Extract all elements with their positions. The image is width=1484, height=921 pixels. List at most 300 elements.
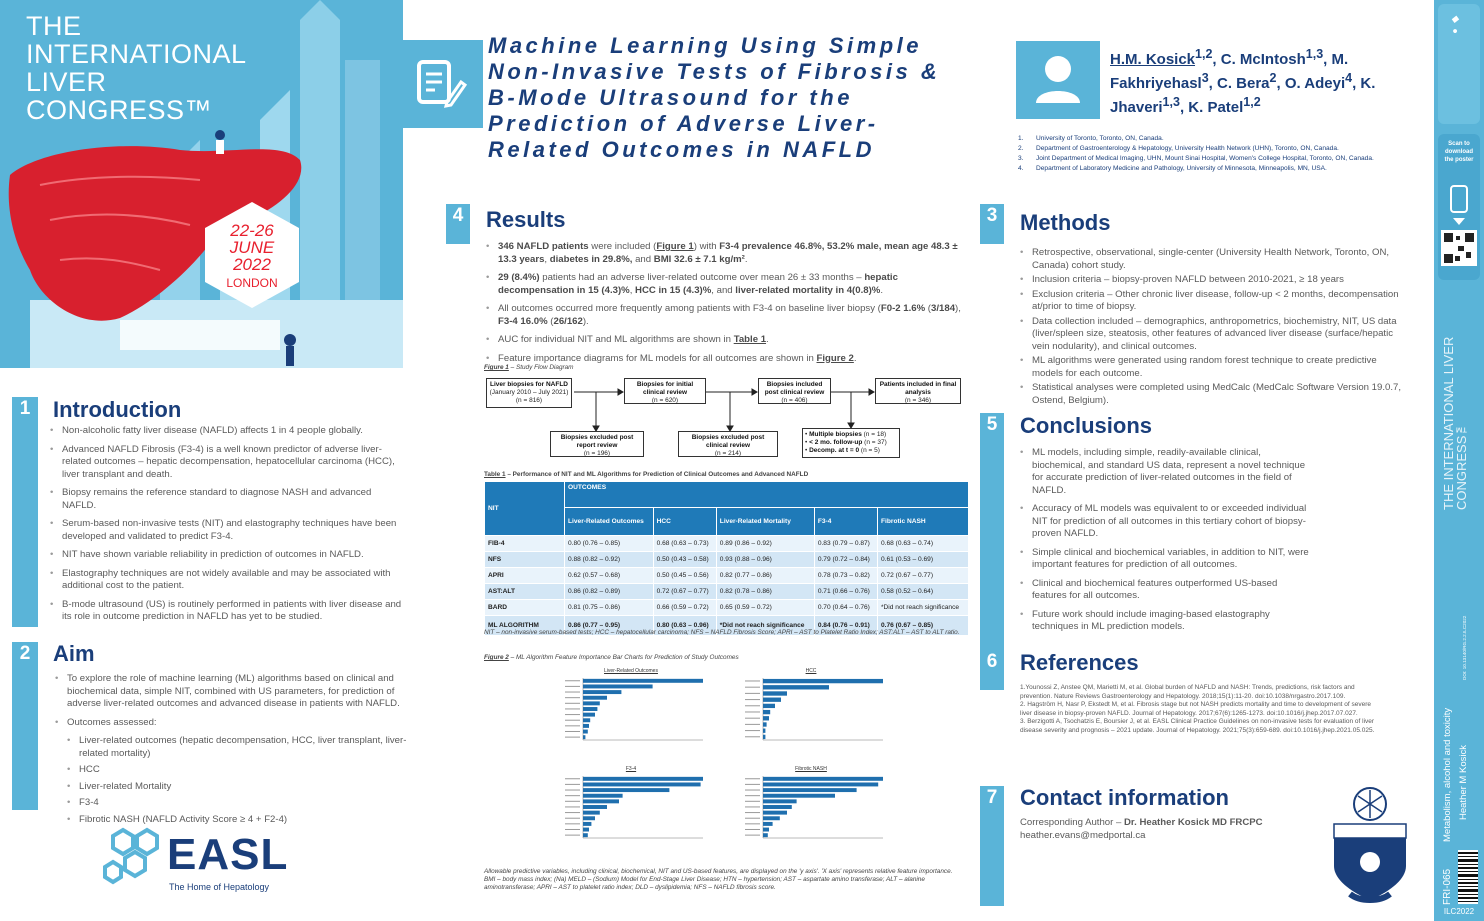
author-name: H.M. Kosick [1110, 51, 1196, 68]
flow-box-included-post-review [758, 378, 831, 404]
figure-2-footnote: Allowable predictive variables, including clinical, biochemical, NIT and US-based features, are displayed on the 'y axis'. 'X axis' represents relative feature importance. BMI – body mass index; (Na) MELD – (Sodium) Model for End-Stage Liver Disease; HTN – hypertension; AST – aspartate amino transferase; ALT – alanine aminotransferase; APRI – AST to platelet ratio index; DLD – dyslipidemia; NFS – NAFLD fibrosis score. [484, 868, 953, 891]
chart-tick-label [745, 705, 760, 706]
table-row-header: ML ALGORITHM [485, 616, 565, 636]
introduction-list [50, 425, 402, 630]
chart-bar [763, 679, 883, 683]
flow-box-count: (n = 37) [862, 439, 887, 446]
chart-tick-label [565, 818, 580, 819]
poster-brand-tile [1438, 4, 1480, 124]
contact-email[interactable]: heather.evans@medportal.ca [1020, 830, 1146, 841]
author-name: Fakhriyehasl [1110, 75, 1202, 92]
chart-tick-label [745, 724, 760, 725]
table-column-header: F3-4 [814, 508, 877, 536]
flow-box-count: (n = 346) [904, 397, 932, 404]
contact-info [1020, 816, 1320, 842]
chart-bar [583, 782, 701, 786]
date-days: 22-26 [230, 221, 274, 240]
poster-brand-icon: ● ◆ [1450, 14, 1460, 37]
chart-bar [763, 777, 883, 781]
chart-tick-label [565, 790, 580, 791]
table-cell: 0.80 (0.63 – 0.96) [653, 616, 716, 636]
chart-plot [555, 772, 707, 852]
affiliation-item [1018, 154, 1418, 164]
flow-box-count: (n = 406) [781, 397, 808, 404]
aim-side-bar [12, 666, 38, 810]
result-text: and [632, 253, 654, 265]
chart-tick-label [745, 823, 760, 824]
list-item: • Liver-related outcomes (hepatic decompensation, HCC, liver transplant, liver-related mortality) [67, 735, 420, 760]
date-month: JUNE [229, 238, 275, 257]
study-flow-diagram [484, 376, 974, 460]
chart-tick-label [565, 731, 580, 732]
result-text: AUC for individual NIT and ML algorithms are shown in [498, 334, 734, 345]
chart-bar [583, 724, 589, 728]
list-item: • Future work should include imaging-based elastography techniques in ML prediction models. [1020, 609, 1310, 634]
flow-box-exclusions: • Multiple biopsies (n = 18) • < 2 mo. follow-up (n = 37) • Decomp. at t = 0 (n = 5) [802, 428, 900, 458]
chart-bar [583, 718, 590, 722]
contact-title: Contact information [1020, 785, 1229, 810]
result-text: BMI 32.6 ± 7.1 kg/m² [653, 253, 745, 265]
easl-tagline: The Home of Hepatology [169, 882, 270, 892]
list-item: • ML algorithms were generated using random forest technique to create predictive models for each outcome. [1020, 355, 1410, 380]
table-1-footnote: NIT – non-invasive serum-based tests; HCC – hepatocellular carcinoma; NFS – NAFLD Fibrosis Score; APRI – AST to Platelet Ratio Index; AST:ALT – AST to ALT ratio. [484, 629, 960, 636]
references-title: References [1020, 650, 1139, 675]
list-item: • Accuracy of ML models was equivalent to or exceeded individual NIT for prediction of all outcomes in this tertiary cohort of biopsy-proven NAFLD. [1020, 503, 1310, 541]
author-name: , K. [1352, 75, 1376, 92]
flow-box-title: Biopsies included post clinical review [764, 381, 825, 396]
poster-title [488, 33, 993, 163]
result-text: 346 NAFLD patients [498, 241, 589, 252]
chart-bar [583, 701, 600, 705]
author-affil: 1,2 [1243, 95, 1261, 109]
result-text: hepatic decompensation in 15 (4.3)% [498, 272, 898, 296]
table-cell: 0.65 (0.59 – 0.72) [716, 600, 814, 616]
flow-box-title: Biopsies excluded post report review [560, 434, 634, 449]
table-cell: 0.61 (0.53 – 0.69) [877, 552, 968, 568]
result-text: 26/162 [553, 315, 583, 327]
conclusions-list [1020, 447, 1310, 640]
table-row-header: FIB-4 [485, 536, 565, 552]
table-cell: 0.89 (0.86 – 0.92) [716, 536, 814, 552]
chart-bar [583, 799, 619, 803]
list-item: • Clinical and biochemical features outperformed US-based features for all outcomes. [1020, 578, 1310, 603]
chart-tick-label [565, 697, 580, 698]
aim-list [55, 673, 420, 830]
chart-bar [583, 816, 595, 820]
references-list [1020, 684, 1380, 736]
chart-tick-label [745, 795, 760, 796]
poster-title-line: Non-Invasive Tests of Fibrosis & [488, 59, 941, 84]
author-name: , M. [1323, 51, 1349, 68]
flow-box-title: Biopsies for initial clinical review [636, 381, 694, 396]
chart-tick-label [565, 806, 580, 807]
chart-tick-label [565, 714, 580, 715]
result-text: , [629, 284, 636, 296]
reference-item: 3. Berzigotti A, Tsochatzis E, Boursier J, et al. EASL Clinical Practice Guidelines on non-invasive tests for evaluation of liver disease severity and prognosis – 2021 update. Journal of Hepatology. 2021;75(3):659-689. doi:10.1016/j.jhep.2021.05.025. [1020, 718, 1375, 734]
chart-tick-label [745, 778, 760, 779]
chart-liver-related-outcomes [555, 668, 707, 756]
table-cell: 0.72 (0.67 – 0.77) [653, 584, 716, 600]
chart-tick-label [565, 784, 580, 785]
figure-1-caption [484, 364, 574, 371]
scan-download-tile[interactable] [1438, 134, 1480, 280]
chart-bar [763, 822, 773, 826]
table-1-caption-label: Table 1 [484, 471, 506, 478]
chart-bar [583, 696, 607, 700]
flow-box-count: (n = 196) [583, 450, 611, 457]
chart-tick-label [565, 829, 580, 830]
poster-title-line: Machine Learning Using Simple [488, 33, 923, 58]
date-location: LONDON [226, 276, 278, 290]
list-item: • Biopsy remains the reference standard to diagnose NASH and advanced NAFLD. [50, 487, 402, 512]
chart-bar [763, 716, 769, 720]
chart-tick-label [745, 687, 760, 688]
list-item: • Retrospective, observational, single-center (University Health Network, Toronto, ON, Canada) cohort study. [1020, 247, 1410, 272]
references-number: 6 [980, 650, 1004, 690]
chart-bar [763, 729, 765, 733]
chart-bar [763, 698, 781, 702]
flow-box-initial-review [624, 378, 706, 404]
chart-tick-label [565, 720, 580, 721]
contact-number: 7 [980, 786, 1004, 906]
table-cell: *Did not reach significance [716, 616, 814, 636]
list-item: • Fibrotic NASH (NAFLD Activity Score ≥ 4 + F2-4) [67, 814, 420, 827]
figure-2-caption [484, 654, 739, 661]
flow-box-title: Liver biopsies for NAFLD [489, 381, 568, 388]
result-text: All outcomes occurred more frequently among patients with F3-4 on baseline liver biopsy ( [498, 303, 881, 314]
chart-bar [583, 822, 591, 826]
performance-table [484, 481, 969, 636]
affiliation-text: Department of Gastroenterology & Hepatology, University Health Network (UHN), Toronto, ON, Canada. [1036, 145, 1339, 152]
author-name: , K. Patel [1179, 99, 1244, 116]
list-item: • Simple clinical and biochemical variables, in addition to NIT, were important features for prediction of all outcomes. [1020, 547, 1310, 572]
chart-bar [583, 690, 621, 694]
figure-1-caption-text: – Study Flow Diagram [508, 364, 574, 371]
chart-tick-label [565, 708, 580, 709]
author-name: , C. Bera [1208, 75, 1270, 92]
table-cell: 0.88 (0.82 – 0.92) [565, 552, 654, 568]
author-affil: 4 [1345, 71, 1353, 85]
chart-bar [763, 833, 768, 837]
chart-plot [555, 674, 707, 754]
table-cell: 0.50 (0.45 – 0.56) [653, 568, 716, 584]
congress-title-line: LIVER [26, 67, 107, 97]
list-item: • Elastography techniques are not widely available and may be associated with additional cost to the patient. [50, 568, 402, 593]
chart-tick-label [565, 778, 580, 779]
results-title: Results [486, 207, 566, 232]
figure-2-caption-label: Figure 2 [484, 654, 509, 661]
flow-box-liver-biopsies [486, 378, 572, 408]
author-affil: 1,3 [1305, 47, 1324, 61]
congress-date [206, 222, 298, 292]
flow-box-sub: (January 2010 – July 2021) [489, 389, 569, 396]
sidebar-doi: DOI: 10.13140/RG.2.2.ILC2022 [1462, 615, 1467, 680]
contact-name: Dr. Heather Kosick MD FRCPC [1124, 817, 1263, 828]
chart-bar [763, 828, 769, 832]
chart-bar [583, 788, 669, 792]
result-text: were included ( [588, 241, 657, 252]
chart-bar [583, 828, 589, 832]
chart-hcc [735, 668, 887, 756]
chart-tick-label [565, 725, 580, 726]
sidebar-code: FRI-065 [1442, 868, 1453, 905]
table-cell: 0.66 (0.59 – 0.72) [653, 600, 716, 616]
table-cell: 0.86 (0.77 – 0.95) [565, 616, 654, 636]
author-list [1110, 45, 1440, 117]
table-cell: 0.68 (0.63 – 0.73) [653, 536, 716, 552]
affiliation-number: 2. [1018, 145, 1024, 152]
chart-tick-label [565, 801, 580, 802]
affiliation-item [1018, 144, 1418, 154]
chart-bar [583, 833, 588, 837]
conclusions-title: Conclusions [1020, 413, 1153, 438]
table-header-nit: NIT [485, 482, 565, 536]
methods-title: Methods [1020, 210, 1111, 235]
chart-bar [763, 794, 835, 798]
table-cell: 0.84 (0.76 – 0.91) [814, 616, 877, 636]
affiliation-text: University of Toronto, Toronto, ON, Canada. [1036, 135, 1164, 142]
chart-tick-label [565, 823, 580, 824]
chart-tick-label [565, 703, 580, 704]
result-text: , [544, 253, 550, 265]
chart-tick-label [565, 835, 580, 836]
result-text: ( [925, 303, 932, 314]
congress-title [26, 12, 326, 124]
chart-bar [763, 811, 787, 815]
person-icon [1016, 41, 1100, 119]
flow-box-count: (n = 214) [714, 450, 742, 457]
chart-bar [583, 679, 703, 683]
chart-title: HCC [805, 668, 817, 674]
result-text: ( [547, 315, 554, 327]
chart-tick-label [565, 737, 580, 738]
conclusions-number: 5 [980, 413, 1004, 675]
table-header-outcomes: OUTCOMES [565, 482, 969, 508]
flow-box-title: Biopsies excluded post clinical review [691, 434, 765, 449]
author-affil: 1,3 [1162, 95, 1180, 109]
chart-bar [583, 713, 595, 717]
list-item: • Statistical analyses were completed using MedCalc (MedCalc Software Version 19.0.7, Ostend, Belgium). [1020, 382, 1410, 407]
author-affil: 3 [1201, 71, 1209, 85]
author-affil: 1,2 [1195, 47, 1213, 61]
chart-tick-label [745, 806, 760, 807]
chart-bar [763, 722, 767, 726]
chart-title: Fibrotic NASH [795, 766, 827, 772]
university-crest-logo [1320, 782, 1420, 908]
sidebar-event: ILC2022 [1443, 907, 1475, 916]
chart-tick-label [565, 795, 580, 796]
table-column-header: HCC [653, 508, 716, 536]
chart-bar [583, 777, 703, 781]
flow-box-excluded-report [550, 431, 644, 457]
list-item: • To explore the role of machine learning (ML) algorithms based on clinical and biochemical data, simple NIT, combined with US parameters, for prediction of adverse liver-related outcomes and advanced disease in patients with NAFLD. [55, 673, 420, 711]
chart-tick-label [565, 812, 580, 813]
flow-box-count: (n = 816) [515, 397, 543, 404]
table-row [485, 600, 969, 616]
table-row-header: APRI [485, 568, 565, 584]
chart-fibrotic-nash [735, 766, 887, 854]
affiliation-number: 1. [1018, 135, 1024, 142]
flow-box-title: Decomp. at t = 0 [809, 447, 860, 454]
list-item: • Exclusion criteria – Other chronic liver disease, follow-up < 2 months, decompensation at/prior to time of biopsy. [1020, 289, 1410, 314]
list-item: • Liver-related Mortality [67, 781, 420, 794]
flow-box-count: (n = 18) [861, 431, 887, 438]
chart-tick-label [745, 835, 760, 836]
result-text: 29 (8.4%) [498, 272, 540, 283]
affiliation-item [1018, 164, 1418, 174]
table-cell: 0.82 (0.77 – 0.86) [716, 568, 814, 584]
list-item: • F3-4 [67, 797, 420, 810]
author-name: , O. Adeyi [1276, 75, 1346, 92]
chart-tick-label [745, 699, 760, 700]
table-row [485, 552, 969, 568]
table-cell: *Did not reach significance [877, 600, 968, 616]
list-item [486, 272, 961, 297]
affiliation-number: 4. [1018, 165, 1024, 172]
chart-f3-4 [555, 766, 707, 854]
result-text: patients had an adverse liver-related outcome over mean 26 ± 33 months – [539, 272, 865, 283]
table-1-caption-text: – Performance of NIT and ML Algorithms for Prediction of Clinical Outcomes and Advanced NAFLD [505, 471, 809, 478]
chart-bar [763, 704, 775, 708]
sidebar-author: Heather M Kosick [1458, 745, 1469, 820]
introduction-number: 1 [12, 397, 38, 421]
chart-tick-label [745, 730, 760, 731]
result-text: . [853, 352, 857, 364]
table-column-header: Fibrotic NASH [877, 508, 968, 536]
result-text: HCC in 15 (4.3)% [635, 284, 712, 296]
table-cell: 0.72 (0.67 – 0.77) [877, 568, 968, 584]
list-item: • Inclusion criteria – biopsy-proven NAFLD between 2010-2021, ≥ 18 years [1020, 274, 1410, 287]
chart-bar [763, 685, 829, 689]
affiliation-item [1018, 134, 1418, 144]
list-item: • Non-alcoholic fatty liver disease (NAFLD) affects 1 in 4 people globally. [50, 425, 402, 438]
chart-tick-label [745, 693, 760, 694]
table-row [485, 568, 969, 584]
result-text: ). [582, 315, 589, 327]
chart-bar [583, 684, 653, 688]
chart-tick-label [745, 711, 760, 712]
methods-number: 3 [980, 204, 1004, 244]
easl-logo [103, 822, 289, 902]
chart-title: Liver-Related Outcomes [604, 668, 658, 674]
result-text: ), [955, 303, 961, 314]
aim-number: 2 [12, 642, 38, 666]
author-name: , C. McIntosh [1212, 51, 1306, 68]
flow-box-excluded-clinical [678, 431, 778, 457]
chart-tick-label [745, 812, 760, 813]
poster-title-line: Related Outcomes in NAFLD [488, 137, 875, 162]
results-list [486, 241, 961, 371]
result-text: . [744, 253, 748, 265]
chart-tick-label [565, 686, 580, 687]
congress-title-line: INTERNATIONAL [26, 39, 247, 69]
chart-tick-label [745, 829, 760, 830]
chart-bar [583, 811, 600, 815]
introduction-side-bar [12, 421, 38, 627]
list-item: • Advanced NAFLD Fibrosis (F3-4) is a well known predictor of adverse liver-related outcomes – hepatic decompensation, hepatocellular carcinoma (HCC), liver transplant and death. [50, 444, 402, 482]
flow-box-count: (n = 620) [651, 397, 679, 404]
chart-bar [583, 730, 588, 734]
result-text: . [880, 284, 883, 296]
figure-1-link[interactable]: Figure 1 [656, 241, 694, 252]
chart-tick-label [745, 736, 760, 737]
chart-bar [763, 782, 878, 786]
list-item: • ML models, including simple, readily-available clinical, biochemical, and standard US data, represent a novel technique for accurate prediction of liver-related outcomes in the field of NAFLD. [1020, 447, 1310, 497]
result-text: diabetes in 29.8%, [549, 253, 633, 265]
table-row [485, 536, 969, 552]
scan-text: Scan to download the poster [1444, 141, 1474, 163]
table-cell: 0.50 (0.43 – 0.58) [653, 552, 716, 568]
poster-title-line: Prediction of Adverse Liver- [488, 111, 879, 136]
affiliation-number: 3. [1018, 155, 1024, 162]
figure-2-link[interactable]: Figure 2 [816, 352, 854, 364]
table-column-header: Liver-Related Mortality [716, 508, 814, 536]
table-cell: 0.81 (0.75 – 0.86) [565, 600, 654, 616]
list-item: • HCC [67, 764, 420, 777]
reference-item: 2. Hagström H, Nasr P, Ekstedt M, et al. Fibrosis stage but not NASH predicts mortality and time to development of severe liver disease in biopsy-proven NAFLD. Journal of Hepatology. 2017;67(6):1265-1273. doi:10.1016/j.jhep.2017.07.027. [1020, 701, 1372, 717]
figure-1-caption-label: Figure 1 [484, 364, 509, 371]
result-text: , and [711, 284, 736, 296]
chart-bar [763, 816, 780, 820]
table-cell: 0.83 (0.79 – 0.87) [814, 536, 877, 552]
chart-tick-label [565, 680, 580, 681]
result-text: Feature importance diagrams for ML models for all outcomes are shown in [498, 352, 817, 364]
phone-qr-icon [1438, 174, 1480, 274]
date-year: 2022 [233, 255, 271, 274]
list-item: • Serum-based non-invasive tests (NIT) and elastography techniques have been developed and validated to predict F3-4. [50, 518, 402, 543]
result-text: F0-2 1.6% [880, 303, 926, 314]
chart-bar [583, 805, 607, 809]
aim-title: Aim [53, 641, 95, 666]
flow-box-final-analysis [875, 378, 961, 404]
table-column-header: Liver-Related Outcomes [565, 508, 654, 536]
affiliation-text: Department of Laboratory Medicine and Pathology, University of Minnesota, Minneapolis, MN, USA. [1036, 165, 1327, 172]
contact-label: Corresponding Author – [1020, 817, 1124, 828]
flow-box-count: (n = 5) [859, 447, 880, 454]
chart-bar [583, 794, 623, 798]
result-text: F3-4 16.0% [498, 315, 548, 327]
author-avatar [1016, 41, 1100, 119]
result-text: ) with [693, 241, 720, 252]
easl-wordmark: EASL [167, 830, 289, 879]
flow-box-title: Patients included in final analysis [879, 381, 957, 396]
author-name: Jhaveri [1110, 99, 1163, 116]
chart-plot [735, 772, 887, 852]
table-cell: 0.58 (0.52 – 0.64) [877, 584, 968, 600]
chart-tick-label [745, 818, 760, 819]
table-cell: 0.79 (0.72 – 0.84) [814, 552, 877, 568]
table-1-link[interactable]: Table 1 [733, 334, 767, 345]
document-edit-icon [403, 40, 483, 128]
table-row [485, 584, 969, 600]
chart-tick-label [565, 692, 580, 693]
congress-title-line: CONGRESS™ [26, 95, 213, 125]
easl-hexagon-icon [103, 822, 173, 892]
table-cell: 0.62 (0.57 – 0.68) [565, 568, 654, 584]
chart-plot [735, 674, 887, 754]
list-item [486, 334, 961, 347]
chart-tick-label [745, 784, 760, 785]
table-cell: 0.80 (0.76 – 0.85) [565, 536, 654, 552]
table-cell: 0.70 (0.64 – 0.76) [814, 600, 877, 616]
list-item: • Outcomes assessed: [55, 717, 420, 730]
barcode-icon [1458, 850, 1478, 904]
results-number: 4 [446, 204, 470, 244]
author-affil: 2 [1269, 71, 1277, 85]
introduction-title: Introduction [53, 397, 182, 422]
affiliations-list [1018, 134, 1418, 174]
poster-title-line: B-Mode Ultrasound for the [488, 85, 853, 110]
